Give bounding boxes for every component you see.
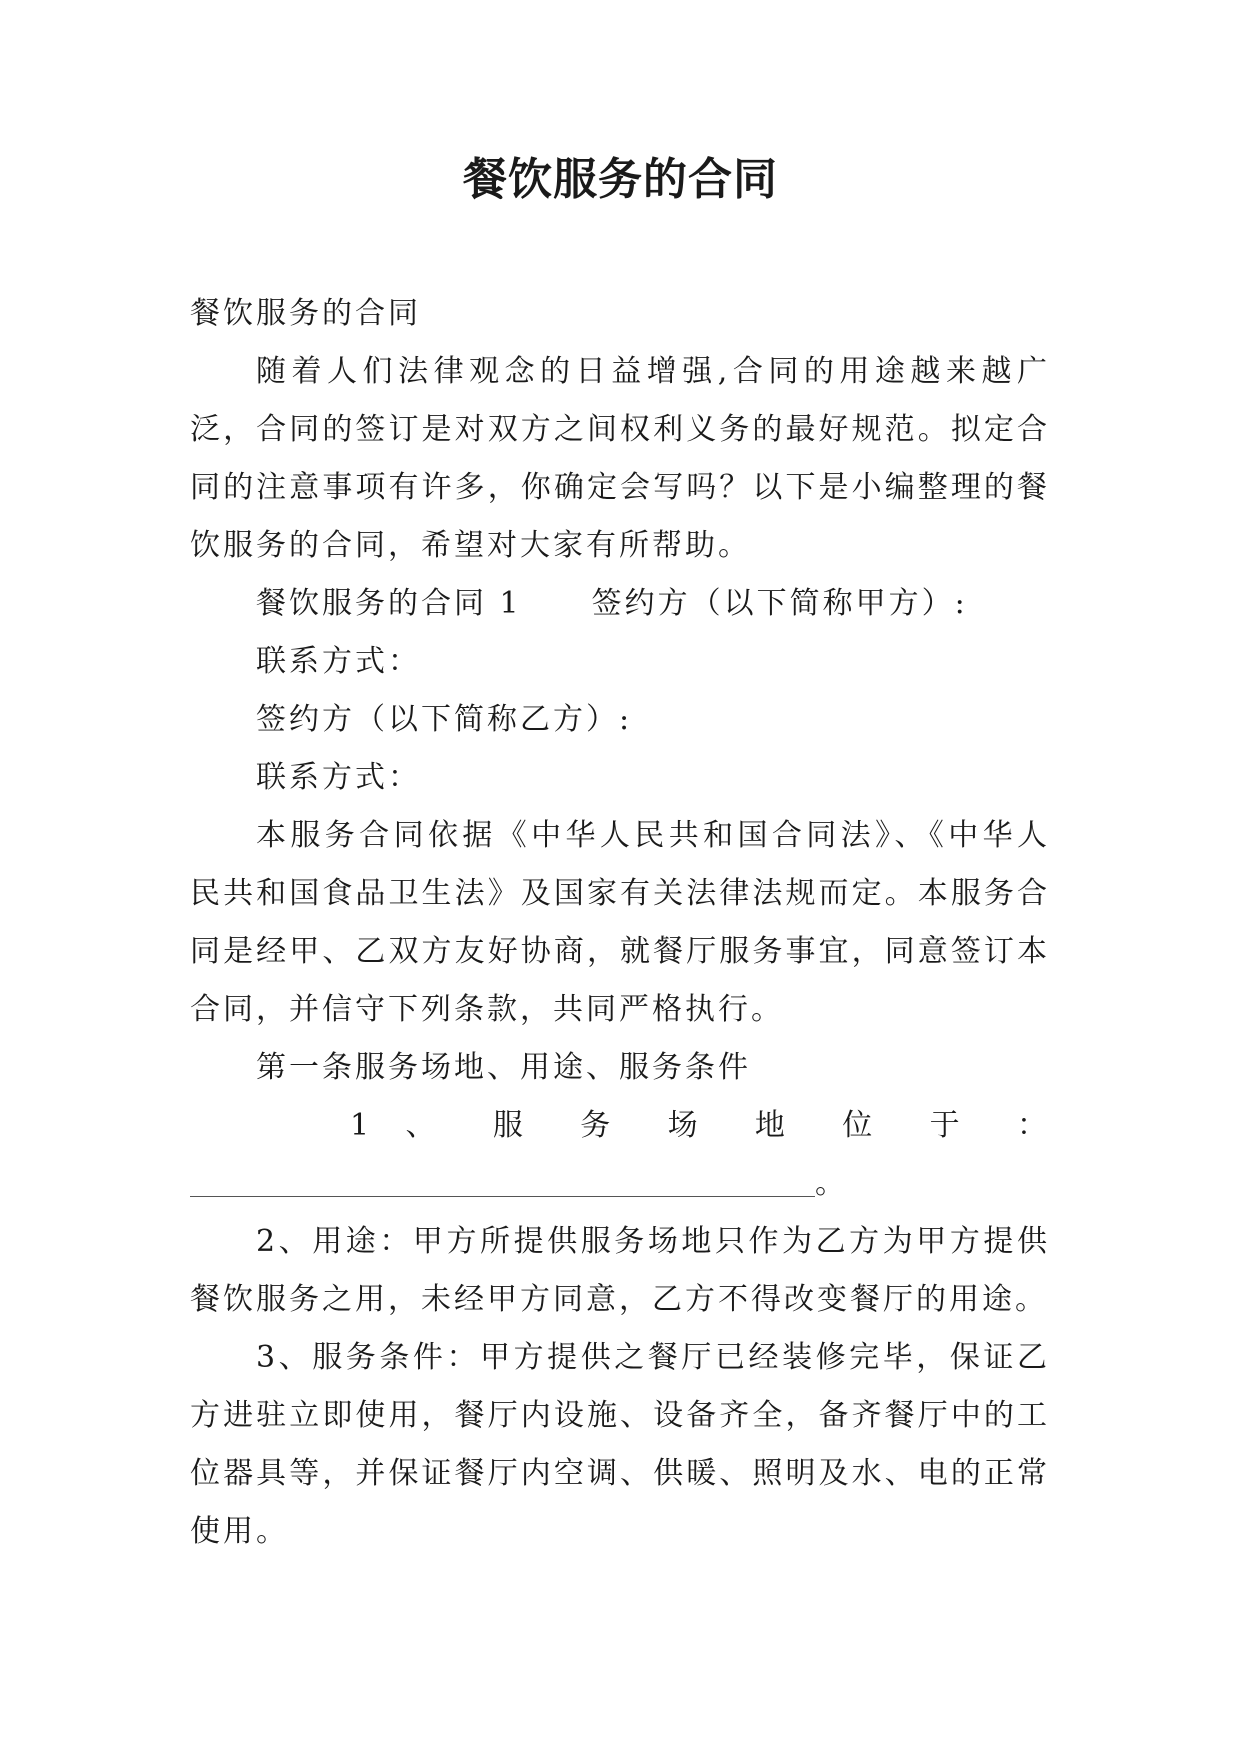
contract-heading: 餐饮服务的合同 1 [256,586,522,621]
intro-paragraph: 随着人们法律观念的日益增强,合同的用途越来越广泛，合同的签订是对双方之间权利义务的最好规范。拟定合同的注意事项有许多，你确定会写吗？以下是小编整理的餐饮服务的合同，希望对大家有所帮助。 [190,354,1050,563]
basis-paragraph: 本服务合同依据《中华人民共和国合同法》、《中华人民共和国食品卫生法》及国家有关法律法规而定。本服务合同是经甲、乙双方友好协商，就餐厅服务事宜，同意签订本合同，并信守下列条款，共同严格执行。 [190,818,1050,1027]
party-a-label: 签约方（以下简称甲方）: [591,586,968,621]
document-title: 餐饮服务的合同 [463,154,778,205]
contract-heading-line [190,575,1050,633]
location-blank-line [190,1155,1050,1213]
contact-b-label: 联系方式： [256,760,421,795]
article1-title: 第一条服务场地、用途、服务条件 [256,1050,751,1085]
document-subtitle: 餐饮服务的合同 [190,296,421,331]
document-body [190,285,1050,1561]
item3-conditions: 3、服务条件：甲方提供之餐厅已经装修完毕，保证乙方进驻立即使用，餐厅内设施、设备齐全，备齐餐厅中的工位器具等，并保证餐厅内空调、供暖、照明及水、电的正常使用。 [190,1340,1050,1549]
fill-in-underline [190,1196,815,1197]
item2-purpose: 2、用途：甲方所提供服务场地只作为乙方为甲方提供餐饮服务之用，未经甲方同意，乙方不得改变餐厅的用途。 [190,1224,1050,1317]
party-b-label: 签约方（以下简称乙方）: [256,702,633,737]
contact-a-label: 联系方式： [256,644,421,679]
item1-location: 1 、 服 务 场 地 位 于 ： [350,1108,1050,1143]
item1-end: 。 [815,1166,848,1201]
